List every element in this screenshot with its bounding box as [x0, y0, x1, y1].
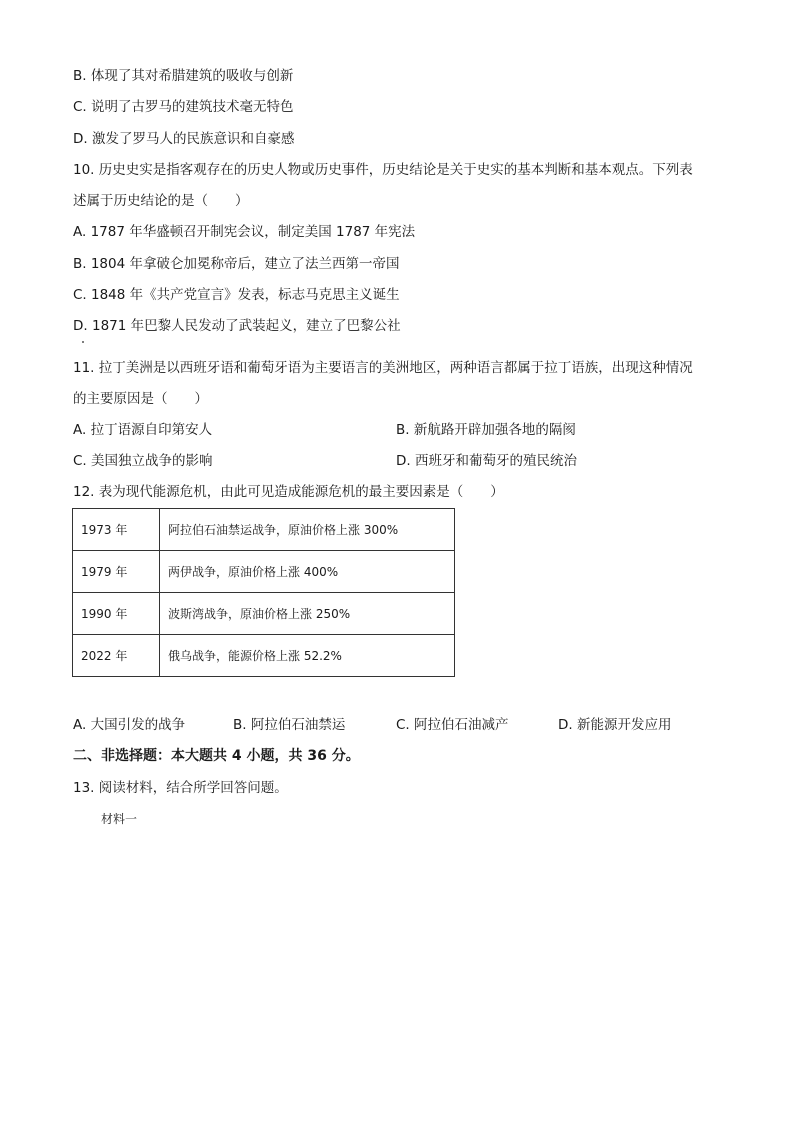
q13-stem: 13. 阅读材料，结合所学回答问题。 [73, 780, 288, 796]
stray-dot [82, 341, 84, 343]
table-row [73, 551, 455, 593]
table-cell-event: 俄乌战争，能源价格上涨 52.2% [160, 635, 455, 677]
q10-option-d: D. 1871 年巴黎人民发动了武装起义，建立了巴黎公社 [73, 318, 401, 334]
table-row [73, 593, 455, 635]
table-cell-event: 两伊战争，原油价格上涨 400% [160, 551, 455, 593]
table-row [73, 509, 455, 551]
section-heading: 二、非选择题：本大题共 4 小题，共 36 分。 [73, 748, 360, 764]
q11-stem-line1: 11. 拉丁美洲是以西班牙语和葡萄牙语为主要语言的美洲地区，两种语言都属于拉丁语族，出现这种情况 [73, 360, 693, 376]
table-cell-event: 波斯湾战争，原油价格上涨 250% [160, 593, 455, 635]
energy-crisis-table [72, 508, 455, 677]
q11-option-b: B. 新航路开辟加强各地的隔阂 [396, 422, 576, 438]
q10-option-c: C. 1848 年《共产党宣言》发表，标志马克思主义诞生 [73, 287, 400, 303]
q12-option-b: B. 阿拉伯石油禁运 [233, 717, 346, 733]
table-cell-year: 1973 年 [73, 509, 160, 551]
q13-material-label: 材料一 [101, 812, 138, 826]
table-cell-event: 阿拉伯石油禁运战争，原油价格上涨 300% [160, 509, 455, 551]
q12-option-a: A. 大国引发的战争 [73, 717, 186, 733]
q11-option-c: C. 美国独立战争的影响 [73, 453, 213, 469]
q10-stem-line1: 10. 历史史实是指客观存在的历史人物或历史事件，历史结论是关于史实的基本判断和基本观点。下列表 [73, 162, 693, 178]
q11-option-d: D. 西班牙和葡萄牙的殖民统治 [396, 453, 577, 469]
q9-option-d: D. 激发了罗马人的民族意识和自豪感 [73, 131, 295, 147]
table-cell-year: 1990 年 [73, 593, 160, 635]
q12-stem: 12. 表为现代能源危机，由此可见造成能源危机的最主要因素是（ ） [73, 484, 504, 500]
q12-option-c: C. 阿拉伯石油减产 [396, 717, 509, 733]
q10-stem-line2: 述属于历史结论的是（ ） [73, 193, 249, 209]
q9-option-c: C. 说明了古罗马的建筑技术毫无特色 [73, 99, 294, 115]
q9-option-b: B. 体现了其对希腊建筑的吸收与创新 [73, 68, 294, 84]
table-cell-year: 1979 年 [73, 551, 160, 593]
q11-stem-line2: 的主要原因是（ ） [73, 391, 208, 407]
table-row [73, 635, 455, 677]
table-cell-year: 2022 年 [73, 635, 160, 677]
q11-option-a: A. 拉丁语源自印第安人 [73, 422, 213, 438]
q12-option-d: D. 新能源开发应用 [558, 717, 672, 733]
q10-option-b: B. 1804 年拿破仑加冕称帝后，建立了法兰西第一帝国 [73, 256, 400, 272]
q10-option-a: A. 1787 年华盛顿召开制宪会议，制定美国 1787 年宪法 [73, 224, 416, 240]
